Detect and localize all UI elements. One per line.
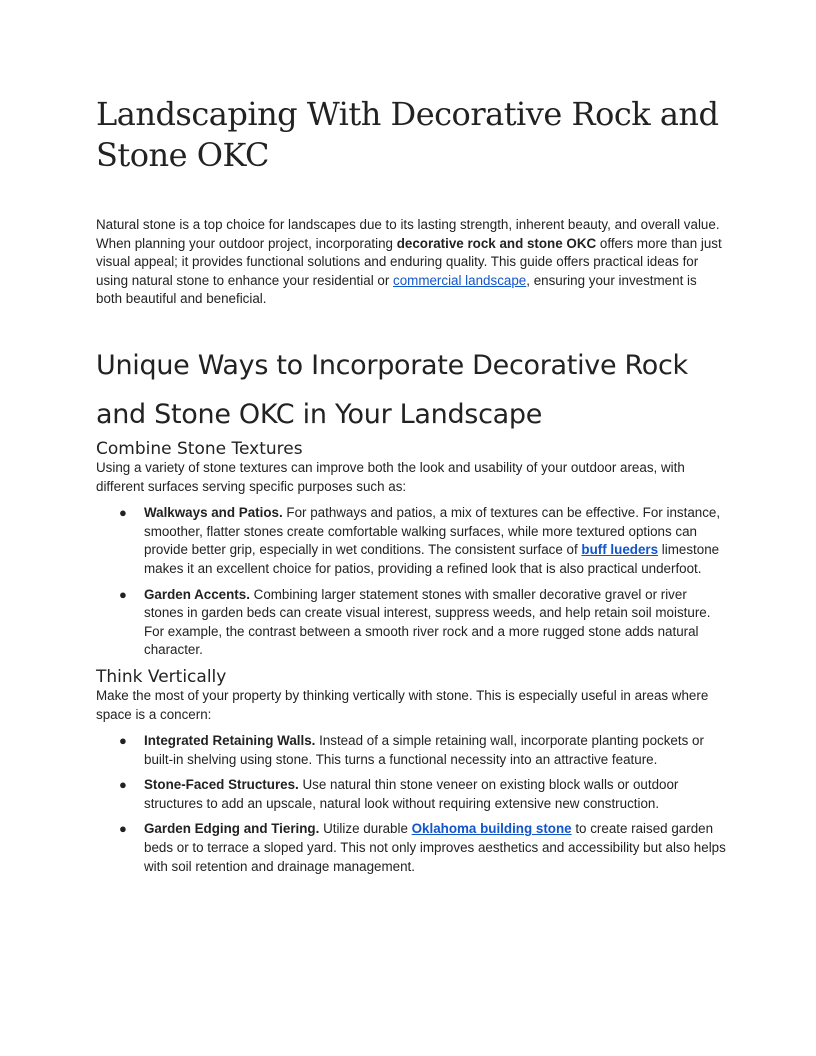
- list-item: [96, 820, 726, 876]
- subsection-intro: Using a variety of stone textures can improve both the look and usability of your outdoor areas, with different surfaces serving specific purposes such as:: [96, 459, 685, 494]
- section-heading: Unique Ways to Incorporate Decorative Rock and Stone OKC in Your Landscape: [96, 349, 688, 430]
- list-item-label: Garden Edging and Tiering.: [144, 821, 320, 837]
- list-item-text: For pathways and patios, a mix of textures can be effective. For instance, smoother, flatter stones create comfortable walking surfaces, while more textured options can provide better grip, especially in wet conditions. The consistent surface of: [144, 505, 721, 558]
- bullet-icon: ●: [119, 821, 127, 837]
- subsection-heading-textures: Combine Stone Textures: [96, 438, 303, 459]
- list-item-text: Combining larger statement stones with smaller decorative gravel or river stones in garden beds can create visual interest, suppress weeds, and help retain soil moisture. For example, the contrast between a smooth river rock and a more rugged stone adds natural character.: [144, 586, 711, 658]
- intro-text: offers more than just visual appeal; it provides functional solutions and enduring quality. This guide offers practical ideas for using natural stone to enhance your residential or: [96, 235, 722, 288]
- subsection-heading-vertical: Think Vertically: [96, 666, 227, 687]
- buff-lueders-link[interactable]: buff lueders: [581, 542, 659, 558]
- list-item-text: to create raised garden beds or to terrace a sloped yard. This not only improves aesthetics and accessibility but also helps with soil retention and drainage management.: [144, 821, 726, 874]
- list-item-label: Garden Accents.: [144, 586, 250, 602]
- bullet-icon: ●: [119, 586, 127, 602]
- list-item-label: Integrated Retaining Walls.: [144, 733, 316, 749]
- bullet-icon: ●: [119, 505, 127, 521]
- bullet-list-vertical: [96, 732, 726, 876]
- list-item: [96, 732, 726, 769]
- commercial-landscape-link[interactable]: commercial landscape: [393, 272, 527, 288]
- bullet-icon: ●: [119, 733, 127, 749]
- list-item-label: Stone-Faced Structures.: [144, 777, 299, 793]
- list-item: [96, 504, 726, 578]
- intro-text: , ensuring your investment is both beautiful and beneficial.: [96, 272, 697, 307]
- list-item-text: Instead of a simple retaining wall, incorporate planting pockets or built-in shelving using stone. This turns a functional necessity into an attractive feature.: [144, 733, 704, 767]
- subsection-intro: Make the most of your property by thinking vertically with stone. This is especially useful in areas where space is a concern:: [96, 687, 709, 722]
- intro-paragraph: [96, 216, 726, 309]
- document-title: Landscaping With Decorative Rock and Stone OKC: [96, 95, 719, 174]
- intro-keyword: decorative rock and stone OKC: [396, 235, 597, 251]
- document-page: [96, 94, 726, 883]
- oklahoma-building-stone-link[interactable]: Oklahoma building stone: [411, 821, 572, 837]
- list-item: [96, 776, 726, 813]
- list-item-text: Utilize durable: [319, 821, 412, 837]
- list-item-text: Use natural thin stone veneer on existing block walls or outdoor structures to add an upscale, natural look without requiring extensive new construction.: [144, 777, 679, 811]
- intro-text: Natural stone is a top choice for landscapes due to its lasting strength, inherent beauty, and overall value. When planning your outdoor project, incorporating: [96, 217, 720, 251]
- bullet-list-textures: [96, 504, 726, 660]
- list-item-text: limestone makes it an excellent choice for patios, providing a refined look that is also practical underfoot.: [144, 542, 720, 576]
- list-item: [96, 586, 726, 660]
- list-item-label: Walkways and Patios.: [144, 505, 283, 521]
- bullet-icon: ●: [119, 777, 127, 793]
